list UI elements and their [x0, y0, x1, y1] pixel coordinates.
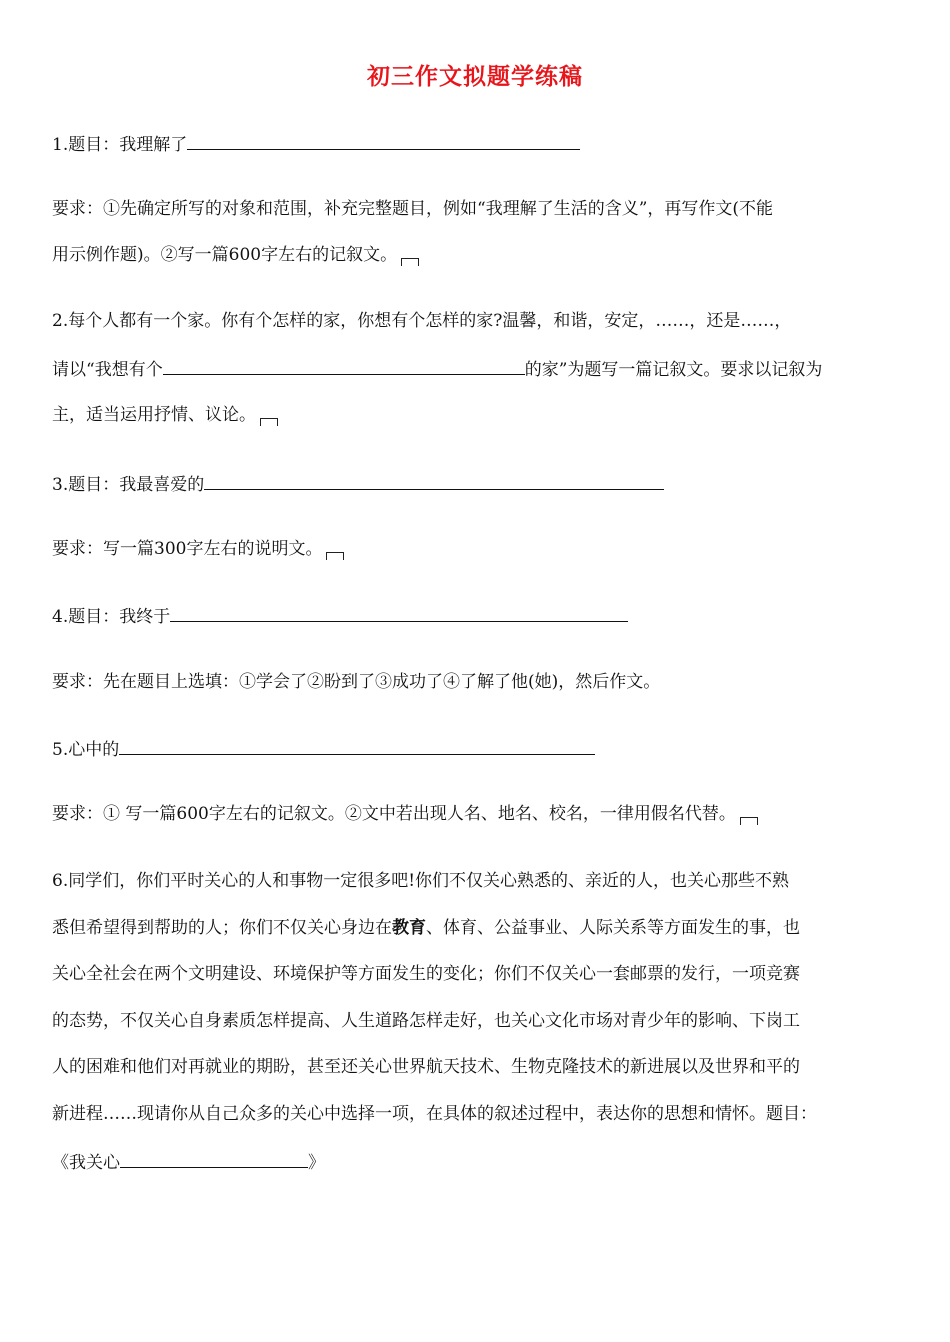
q4-requirement-line: 要求：先在题目上选填：①学会了②盼到了③成功了④了解了他(她)，然后作文。	[52, 672, 661, 692]
q6-bold-word: 教育	[392, 918, 426, 938]
q2-line-2	[52, 357, 822, 381]
q1-prompt: 1.题目：我理解了	[52, 135, 188, 155]
edit-mark-icon	[401, 258, 419, 266]
q5-requirement-text: 要求：① 写一篇600字左右的记叙文。②文中若出现人名、地名、校名，一律用假名代替。	[52, 804, 736, 824]
q6-line-1: 6.同学们，你们平时关心的人和事物一定很多吧!你们不仅关心熟悉的、亲近的人，也关心那些不熟	[52, 871, 790, 891]
q2-line-3	[52, 404, 278, 426]
q6-line-5: 人的困难和他们对再就业的期盼，甚至还关心世界航天技术、生物克隆技术的新进展以及世界和平的	[52, 1057, 800, 1077]
q5-prompt: 5.心中的	[52, 740, 120, 760]
q1-prompt-line	[52, 132, 580, 156]
q5-title-blank[interactable]	[119, 737, 595, 755]
q6-line-6: 新进程……现请你从自己众多的关心中选择一项，在具体的叙述过程中，表达你的思想和情怀。题目：	[52, 1104, 817, 1124]
page-title: 初三作文拟题学练稿	[367, 64, 583, 90]
q6-line-3: 关心全社会在两个文明建设、环境保护等方面发生的变化；你们不仅关心一套邮票的发行，一项竞赛	[52, 964, 800, 984]
q5-prompt-line	[52, 737, 595, 761]
q1-requirement-text: 用示例作题)。②写一篇600字左右的记叙文。	[52, 245, 398, 265]
q2-line-1: 2.每个人都有一个家。你有个怎样的家，你想有个怎样的家?温馨，和谐，安定，……，还是……，	[52, 311, 792, 331]
q4-prompt-line	[52, 604, 628, 628]
q6-line-2-after: 、体育、公益事业、人际关系等方面发生的事，也	[426, 918, 800, 938]
q3-requirement-line	[52, 538, 344, 560]
q2-title-blank[interactable]	[163, 357, 525, 375]
q3-title-blank[interactable]	[204, 472, 664, 490]
q5-requirement-line	[52, 803, 758, 825]
edit-mark-icon	[326, 552, 344, 560]
q1-requirement-line-2	[52, 244, 419, 266]
q6-title-before: 《我关心	[52, 1153, 120, 1173]
q4-prompt: 4.题目：我终于	[52, 607, 171, 627]
q6-line-4: 的态势，不仅关心自身素质怎样提高、人生道路怎样走好，也关心文化市场对青少年的影响、下岗工	[52, 1011, 800, 1031]
q6-line-7	[52, 1150, 325, 1174]
q6-line-2	[52, 917, 800, 939]
edit-mark-icon	[740, 817, 758, 825]
q2-prompt-after: 的家”为题写一篇记叙文。要求以记叙为	[524, 360, 823, 380]
q2-line-3-text: 主，适当运用抒情、议论。	[52, 405, 256, 425]
q3-requirement-text: 要求：写一篇300字左右的说明文。	[52, 539, 323, 559]
q1-title-blank[interactable]	[187, 132, 580, 150]
q2-prompt-before: 请以“我想有个	[52, 360, 163, 380]
q3-prompt-line	[52, 472, 664, 496]
q1-requirement-line-1: 要求：①先确定所写的对象和范围，补充完整题目，例如“我理解了生活的含义”，再写作文(不能	[52, 199, 774, 219]
q4-title-blank[interactable]	[170, 604, 628, 622]
q6-title-blank[interactable]	[120, 1150, 308, 1168]
q6-title-after: 》	[308, 1153, 325, 1173]
q6-line-2-before: 悉但希望得到帮助的人；你们不仅关心身边在	[52, 918, 392, 938]
q3-prompt: 3.题目：我最喜爱的	[52, 475, 205, 495]
edit-mark-icon	[260, 418, 278, 426]
